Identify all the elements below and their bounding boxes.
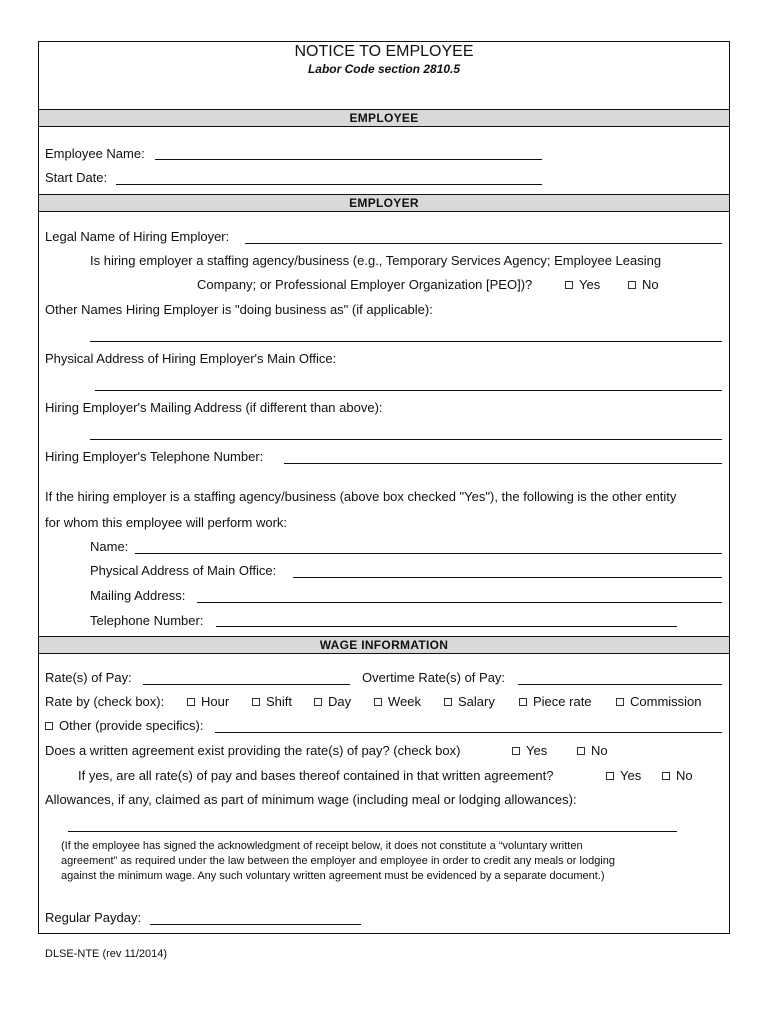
other-entity-text-line2: for whom this employee will perform work:: [45, 515, 288, 530]
mailing-address-label: Hiring Employer's Mailing Address (if different than above):: [45, 400, 383, 415]
dba-label: Other Names Hiring Employer is "doing business as" (if applicable):: [45, 302, 433, 317]
agreement-yes-label: Yes: [526, 743, 548, 758]
rate-by-commission-label: Commission: [630, 694, 702, 709]
agreement-yes-option[interactable]: [512, 743, 547, 759]
overtime-rate-label: Overtime Rate(s) of Pay:: [362, 670, 506, 685]
contained-question: If yes, are all rate(s) of pay and bases thereof contained in that written agreement?: [78, 768, 554, 783]
rate-of-pay-field[interactable]: [143, 684, 350, 685]
physical-address-label: Physical Address of Hiring Employer's Main Office:: [45, 351, 337, 366]
overtime-rate-field[interactable]: [518, 684, 722, 685]
contained-no-label: No: [676, 768, 693, 783]
form-title: NOTICE TO EMPLOYEE: [294, 43, 474, 60]
checkbox-icon: [628, 281, 636, 289]
start-date-label: Start Date:: [45, 170, 108, 185]
other-entity-physical-field[interactable]: [293, 577, 722, 578]
agreement-no-label: No: [591, 743, 608, 758]
legal-name-label: Legal Name of Hiring Employer:: [45, 229, 230, 244]
checkbox-icon: [565, 281, 573, 289]
other-specifics-field[interactable]: [215, 732, 722, 733]
checkbox-icon: [45, 722, 53, 730]
note-line: (If the employee has signed the acknowledgment of receipt below, it does not constitute a “voluntary written: [61, 840, 583, 852]
employee-name-label: Employee Name:: [45, 146, 145, 161]
other-entity-text-line1: If the hiring employer is a staffing agency/business (above box checked "Yes"), the following is the other entity: [45, 489, 677, 504]
rate-by-shift-label: Shift: [266, 694, 293, 709]
rate-by-week-label: Week: [388, 694, 421, 709]
checkbox-icon: [616, 698, 624, 706]
section-wage-header: WAGE INFORMATION: [39, 636, 729, 654]
dba-field[interactable]: [90, 341, 722, 342]
other-entity-phone-field[interactable]: [216, 626, 677, 627]
rate-by-day-label: Day: [328, 694, 352, 709]
rate-by-day-option[interactable]: [314, 694, 351, 710]
staffing-yes-option[interactable]: [565, 277, 600, 293]
rate-by-salary-option[interactable]: [444, 694, 495, 710]
rate-by-piece-rate-option[interactable]: [519, 694, 592, 710]
physical-address-field[interactable]: [95, 390, 722, 391]
contained-no-option[interactable]: [662, 768, 693, 784]
note-line: against the minimum wage. Any such voluntary written agreement must be evidenced by a separate document.): [61, 870, 605, 882]
rate-by-other-option[interactable]: [45, 718, 204, 734]
staffing-no-label: No: [642, 277, 659, 292]
start-date-field[interactable]: [116, 184, 542, 185]
legal-name-field[interactable]: [245, 243, 722, 244]
section-employer-header: EMPLOYER: [39, 194, 729, 212]
rate-by-shift-option[interactable]: [252, 694, 292, 710]
other-entity-mailing-label: Mailing Address:: [90, 588, 186, 603]
staffing-yes-label: Yes: [579, 277, 601, 292]
employee-name-field[interactable]: [155, 159, 542, 160]
rate-by-salary-label: Salary: [458, 694, 495, 709]
contained-yes-option[interactable]: [606, 768, 641, 784]
staffing-no-option[interactable]: [628, 277, 659, 293]
acknowledgment-note: [61, 839, 721, 884]
rate-by-week-option[interactable]: [374, 694, 421, 710]
checkbox-icon: [374, 698, 382, 706]
rate-by-other-label: Other (provide specifics):: [59, 718, 204, 733]
section-employee-header: EMPLOYEE: [39, 109, 729, 127]
checkbox-icon: [444, 698, 452, 706]
checkbox-icon: [512, 747, 520, 755]
checkbox-icon: [187, 698, 195, 706]
checkbox-icon: [606, 772, 614, 780]
telephone-label: Hiring Employer's Telephone Number:: [45, 449, 264, 464]
checkbox-icon: [577, 747, 585, 755]
form-id: DLSE-NTE (rev 11/2014): [45, 948, 168, 960]
checkbox-icon: [252, 698, 260, 706]
staffing-question-line2: Company; or Professional Employer Organization [PEO])?: [197, 277, 533, 292]
other-entity-mailing-field[interactable]: [197, 602, 722, 603]
checkbox-icon: [519, 698, 527, 706]
mailing-address-field[interactable]: [90, 439, 722, 440]
agreement-no-option[interactable]: [577, 743, 608, 759]
allowances-field[interactable]: [68, 831, 677, 832]
rate-by-label: Rate by (check box):: [45, 694, 165, 709]
written-agreement-question: Does a written agreement exist providing the rate(s) of pay? (check box): [45, 743, 461, 758]
other-entity-phone-label: Telephone Number:: [90, 613, 204, 628]
checkbox-icon: [662, 772, 670, 780]
other-entity-physical-label: Physical Address of Main Office:: [90, 563, 277, 578]
rate-by-hour-label: Hour: [201, 694, 230, 709]
regular-payday-label: Regular Payday:: [45, 910, 142, 925]
rate-by-piece-rate-label: Piece rate: [533, 694, 592, 709]
contained-yes-label: Yes: [620, 768, 642, 783]
allowances-label: Allowances, if any, claimed as part of minimum wage (including meal or lodging allowances):: [45, 792, 577, 807]
note-line: agreement” as required under the law between the employer and employee in order to credit any meals or lodging: [61, 855, 615, 867]
rate-by-commission-option[interactable]: [616, 694, 702, 710]
staffing-question-line1: Is hiring employer a staffing agency/business (e.g., Temporary Services Agency; Employee Leasing: [90, 253, 662, 268]
checkbox-icon: [314, 698, 322, 706]
regular-payday-field[interactable]: [150, 924, 361, 925]
rate-by-hour-option[interactable]: [187, 694, 229, 710]
rate-of-pay-label: Rate(s) of Pay:: [45, 670, 132, 685]
form-subtitle: Labor Code section 2810.5: [307, 62, 461, 76]
other-entity-name-label: Name:: [90, 539, 129, 554]
telephone-field[interactable]: [284, 463, 722, 464]
other-entity-name-field[interactable]: [135, 553, 722, 554]
